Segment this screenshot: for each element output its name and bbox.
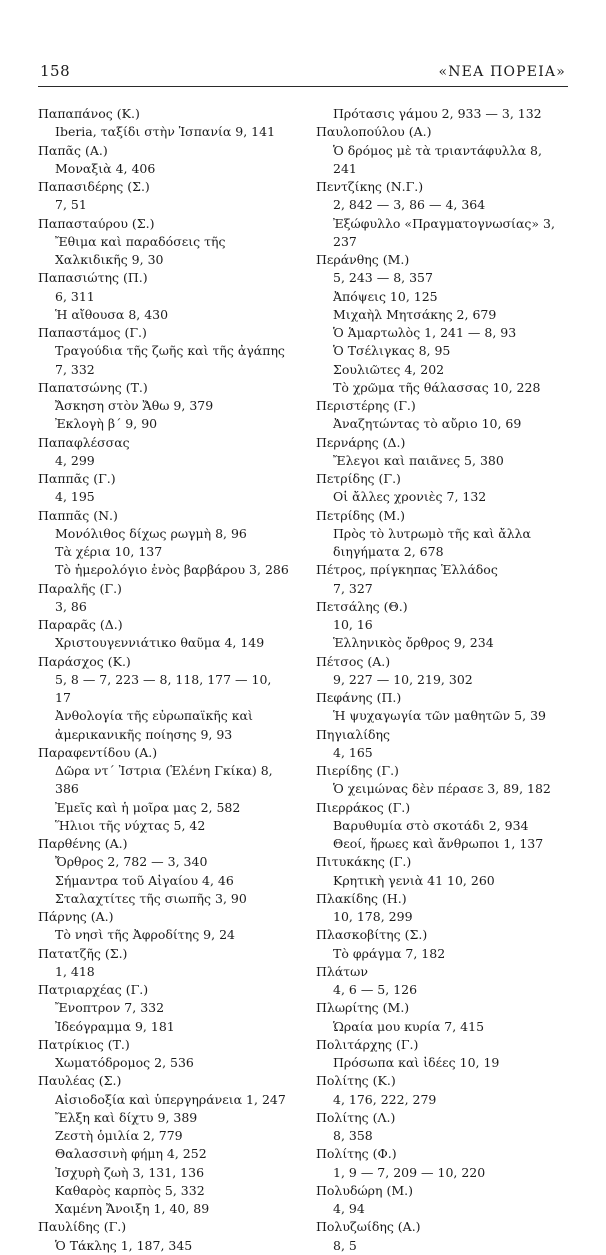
index-column-left <box>38 105 290 1255</box>
entry-work: Ὁ Ἁμαρτωλὸς 1, 241 — 8, 93 <box>333 325 517 340</box>
index-entry <box>38 142 290 179</box>
entry-work: Πρόσωπα καὶ ἰδέες 10, 19 <box>333 1055 500 1070</box>
entry-work: 10, 16 <box>333 617 373 632</box>
index-entry <box>316 105 568 123</box>
index-entry <box>316 1218 568 1255</box>
running-head-title: «ΝΕΑ ΠΟΡΕΙΑ» <box>438 64 566 80</box>
index-entry <box>316 251 568 397</box>
entry-work: Ζεστὴ ὁμιλία 2, 779 <box>55 1128 183 1143</box>
entry-work: Σταλαχτίτες τῆς σιωπῆς 3, 90 <box>55 890 247 906</box>
entry-author: Πλωρίτης (Μ.) <box>316 1000 410 1016</box>
entry-work: 2, 842 — 3, 86 — 4, 364 <box>333 197 486 213</box>
index-entry <box>316 1182 568 1219</box>
index-entry <box>38 616 290 653</box>
entry-work: 8, 5 <box>333 1237 357 1253</box>
page-number: 158 <box>40 62 71 80</box>
entry-work: Ἰδεόγραμμα 9, 181 <box>55 1018 175 1034</box>
entry-work: 4, 299 <box>55 452 95 468</box>
entry-work: Ὡραία μου κυρία 7, 415 <box>333 1018 485 1034</box>
entry-work: 7, 327 <box>333 580 373 596</box>
index-entry <box>316 799 568 854</box>
entry-work: Ὁ Τσέλιγκας 8, 95 <box>333 343 451 359</box>
entry-work: Χωματόδρομος 2, 536 <box>55 1055 194 1070</box>
entry-author: Πιερράκος (Γ.) <box>316 799 411 815</box>
entry-work: 1, 9 — 7, 209 — 10, 220 <box>333 1164 486 1180</box>
entry-work: Σουλιῶτες 4, 202 <box>333 361 445 377</box>
entry-author: Παπασιώτης (Π.) <box>38 270 148 286</box>
index-entry <box>38 215 290 270</box>
index-entry <box>38 434 290 471</box>
entry-author: Παπαστάμος (Γ.) <box>38 325 147 340</box>
entry-author: Πλακίδης (Η.) <box>316 890 407 906</box>
entry-work: Τὰ χέρια 10, 137 <box>55 544 163 559</box>
entry-work: Κρητικὴ γενιὰ 41 10, 260 <box>333 872 495 888</box>
index-entry <box>38 507 290 580</box>
entry-work: Τὸ φράγμα 7, 182 <box>333 945 446 961</box>
index-entry <box>38 744 290 835</box>
entry-author: Πετρίδης (Μ.) <box>316 507 406 523</box>
entry-author: Παυλέας (Σ.) <box>38 1073 122 1089</box>
index-entry <box>316 507 568 562</box>
index-entry <box>38 470 290 507</box>
entry-work: Ἥλιοι τῆς νύχτας 5, 42 <box>55 817 206 833</box>
index-entry <box>38 379 290 434</box>
index-entry <box>316 1109 568 1146</box>
entry-work: 4, 165 <box>333 744 373 760</box>
entry-author: Πετρίδης (Γ.) <box>316 471 401 486</box>
index-entry <box>316 762 568 799</box>
entry-author: Πατατζῆς (Σ.) <box>38 945 128 961</box>
index-entry <box>316 1145 568 1182</box>
entry-author: Παπαπάνος (Κ.) <box>38 106 140 121</box>
index-entry <box>316 598 568 653</box>
index-entry <box>316 726 568 763</box>
entry-work: Ἑλληνικὸς ὄρθρος 9, 234 <box>333 635 494 651</box>
index-entry <box>316 434 568 471</box>
entry-author: Παπατσώνης (Τ.) <box>38 379 148 395</box>
index-entry <box>38 1036 290 1073</box>
entry-work: Ἄσκηση στὸν Ἄθω 9, 379 <box>55 398 214 413</box>
index-entry <box>316 999 568 1036</box>
entry-work: Αἰσιοδοξία καὶ ὑπεργηράνεια 1, 247 <box>55 1091 286 1107</box>
entry-work: Ἀναζητώντας τὸ αὔριο 10, 69 <box>333 416 522 432</box>
index-entry <box>316 470 568 507</box>
entry-work: Ἔλξη καὶ δίχτυ 9, 389 <box>55 1109 198 1125</box>
entry-work: Βαρυθυμία στὸ σκοτάδι 2, 934 <box>333 817 529 833</box>
entry-work: Ἀνθολογία τῆς εὐρωπαϊκῆς καὶ ἀμερικανικῆς ποίησης 9, 93 <box>55 708 253 742</box>
index-entry <box>316 397 568 434</box>
index-entry <box>38 981 290 1036</box>
entry-author: Παραλῆς (Γ.) <box>38 580 122 596</box>
entry-work: Πρὸς τὸ λυτρωμὸ τῆς καὶ ἄλλα διηγήματα 2, 678 <box>333 525 531 559</box>
index-entry <box>38 1218 290 1255</box>
entry-work: 8, 358 <box>333 1128 373 1143</box>
entry-work: Θαλασσινὴ φήμη 4, 252 <box>55 1146 207 1162</box>
entry-work: Τὸ χρῶμα τῆς θάλασσας 10, 228 <box>333 379 541 395</box>
index-entry <box>316 123 568 178</box>
entry-author: Πέτσος (Α.) <box>316 653 391 669</box>
entry-author: Πετσάλης (Θ.) <box>316 598 408 614</box>
entry-work: Ὄρθρος 2, 782 — 3, 340 <box>55 854 208 870</box>
entry-work: 4, 6 — 5, 126 <box>333 982 418 997</box>
index-entry <box>38 269 290 324</box>
entry-work: 7, 51 <box>55 197 87 213</box>
index-entry <box>316 561 568 598</box>
index-entry <box>316 890 568 927</box>
index-entry <box>316 963 568 1000</box>
entry-author: Περιστέρης (Γ.) <box>316 398 416 413</box>
entry-work: Ἔλεγοι καὶ παιᾶνες 5, 380 <box>333 452 504 468</box>
entry-author: Πέτρος, πρίγκηπας Ἑλλάδος <box>316 562 498 578</box>
entry-author: Πλασκοβίτης (Σ.) <box>316 927 428 943</box>
index-entry <box>316 1036 568 1073</box>
entry-work: Πρότασις γάμου 2, 933 — 3, 132 <box>333 106 542 121</box>
entry-author: Πιερίδης (Γ.) <box>316 763 399 778</box>
index-column-right <box>316 105 568 1255</box>
entry-work: 6, 311 <box>55 288 95 304</box>
index-entry <box>38 835 290 908</box>
entry-author: Περνάρης (Δ.) <box>316 434 406 450</box>
entry-author: Πολίτης (Φ.) <box>316 1146 397 1162</box>
entry-work: Τὸ νησὶ τῆς Ἀφροδίτης 9, 24 <box>55 927 235 943</box>
entry-author: Πολίτης (Κ.) <box>316 1073 396 1089</box>
index-entry <box>38 105 290 142</box>
entry-author: Πάρνης (Α.) <box>38 909 114 924</box>
entry-work: Μιχαὴλ Μητσάκης 2, 679 <box>333 306 497 322</box>
entry-work: 5, 243 — 8, 357 <box>333 270 433 286</box>
entry-work: Θεοί, ἥρωες καὶ ἄνθρωποι 1, 137 <box>333 836 544 851</box>
entry-work: 4, 176, 222, 279 <box>333 1091 437 1107</box>
entry-work: Ἐκλογὴ β΄ 9, 90 <box>55 416 158 432</box>
entry-author: Πολυζωίδης (Α.) <box>316 1219 421 1235</box>
entry-author: Παυλοπούλου (Α.) <box>316 124 432 140</box>
index-entry <box>316 653 568 690</box>
entry-author: Πλάτων <box>316 963 368 979</box>
entry-author: Πατριαρχέας (Γ.) <box>38 982 149 997</box>
entry-work: 3, 86 <box>55 598 87 614</box>
entry-work: Ἡ αἴθουσα 8, 430 <box>55 306 169 322</box>
entry-work: Οἱ ἄλλες χρονιὲς 7, 132 <box>333 489 487 505</box>
index-entry <box>38 1072 290 1218</box>
index-entry <box>38 178 290 215</box>
entry-author: Πολίτης (Λ.) <box>316 1109 396 1125</box>
entry-author: Παπασιδέρης (Σ.) <box>38 179 150 194</box>
entry-work: Ὁ Τάκλης 1, 187, 345 <box>55 1237 193 1253</box>
index-entry <box>316 1072 568 1109</box>
entry-work: Ἐξώφυλλο «Πραγματογνωσίας» 3, 237 <box>333 215 555 249</box>
entry-work: Ὁ δρόμος μὲ τὰ τριαντάφυλλα 8, 241 <box>333 142 542 176</box>
entry-author: Πατρίκιος (Τ.) <box>38 1036 130 1052</box>
entry-work: Ἐμεῖς καὶ ἡ μοῖρα μας 2, 582 <box>55 799 241 815</box>
entry-author: Παππᾶς (Γ.) <box>38 471 116 486</box>
entry-work: Ἡ ψυχαγωγία τῶν μαθητῶν 5, 39 <box>333 708 546 724</box>
entry-work: 10, 178, 299 <box>333 909 413 924</box>
entry-work: Χριστουγεννιάτικο θαῦμα 4, 149 <box>55 635 265 651</box>
entry-work: Iberia, ταξίδι στὴν Ἱσπανία 9, 141 <box>55 124 276 140</box>
entry-author: Παρθένης (Α.) <box>38 836 128 851</box>
entry-work: Τραγούδια τῆς ζωῆς καὶ τῆς ἀγάπης 7, 332 <box>55 343 285 377</box>
entry-author: Παπαφλέσσας <box>38 434 130 450</box>
entry-author: Παπασταύρου (Σ.) <box>38 215 155 231</box>
index-entry <box>38 945 290 982</box>
entry-work: Χαμένη Ἄνοιξη 1, 40, 89 <box>55 1201 210 1216</box>
entry-author: Πηγιαλίδης <box>316 726 391 742</box>
entry-work: 4, 94 <box>333 1201 365 1216</box>
entry-author: Παράσχος (Κ.) <box>38 653 131 669</box>
entry-work: 1, 418 <box>55 963 95 979</box>
index-entry <box>38 908 290 945</box>
entry-work: 5, 8 — 7, 223 — 8, 118, 177 — 10, 17 <box>55 671 272 705</box>
entry-work: Μοναξιὰ 4, 406 <box>55 160 156 176</box>
index-entry <box>38 653 290 744</box>
entry-work: Ὁ χειμώνας δὲν πέρασε 3, 89, 182 <box>333 781 551 797</box>
entry-author: Πολιτάρχης (Γ.) <box>316 1036 419 1052</box>
entry-author: Πεφάνης (Π.) <box>316 690 402 705</box>
entry-work: Καθαρὸς καρπὸς 5, 332 <box>55 1182 205 1198</box>
index-entry <box>38 580 290 617</box>
index-entry <box>316 926 568 963</box>
entry-work: 4, 195 <box>55 489 95 505</box>
entry-work: Δῶρα ντ΄ Ἰστρια (Ἑλένη Γκίκα) 8, 386 <box>55 763 273 797</box>
entry-author: Παραφεντίδου (Α.) <box>38 744 158 760</box>
entry-work: Ἰσχυρὴ ζωὴ 3, 131, 136 <box>55 1164 205 1180</box>
entry-author: Πολυδώρη (Μ.) <box>316 1182 414 1198</box>
index-entry <box>316 853 568 890</box>
entry-author: Παππᾶς (Ν.) <box>38 507 118 523</box>
entry-work: Τὸ ἡμερολόγιο ἑνὸς βαρβάρου 3, 286 <box>55 562 289 578</box>
entry-author: Παπᾶς (Α.) <box>38 142 108 158</box>
entry-work: Ἀπόψεις 10, 125 <box>333 288 438 304</box>
entry-author: Παραρᾶς (Δ.) <box>38 617 123 632</box>
index-columns <box>38 105 568 1255</box>
index-entry <box>38 324 290 379</box>
entry-work: 9, 227 — 10, 219, 302 <box>333 671 473 687</box>
entry-author: Πιτυκάκης (Γ.) <box>316 854 412 870</box>
entry-author: Παυλίδης (Γ.) <box>38 1219 127 1235</box>
entry-work: Μονόλιθος δίχως ρωγμὴ 8, 96 <box>55 525 247 541</box>
entry-work: Ἔνοπτρον 7, 332 <box>55 1000 165 1016</box>
entry-work: Ἔθιμα καὶ παραδόσεις τῆς Χαλκιδικῆς 9, 30 <box>55 233 226 267</box>
entry-work: Σήμαντρα τοῦ Αἰγαίου 4, 46 <box>55 872 234 888</box>
index-entry <box>316 178 568 251</box>
entry-author: Περάνθης (Μ.) <box>316 252 410 267</box>
page-header <box>38 62 568 87</box>
index-entry <box>316 689 568 726</box>
entry-author: Πεντζίκης (Ν.Γ.) <box>316 179 424 194</box>
